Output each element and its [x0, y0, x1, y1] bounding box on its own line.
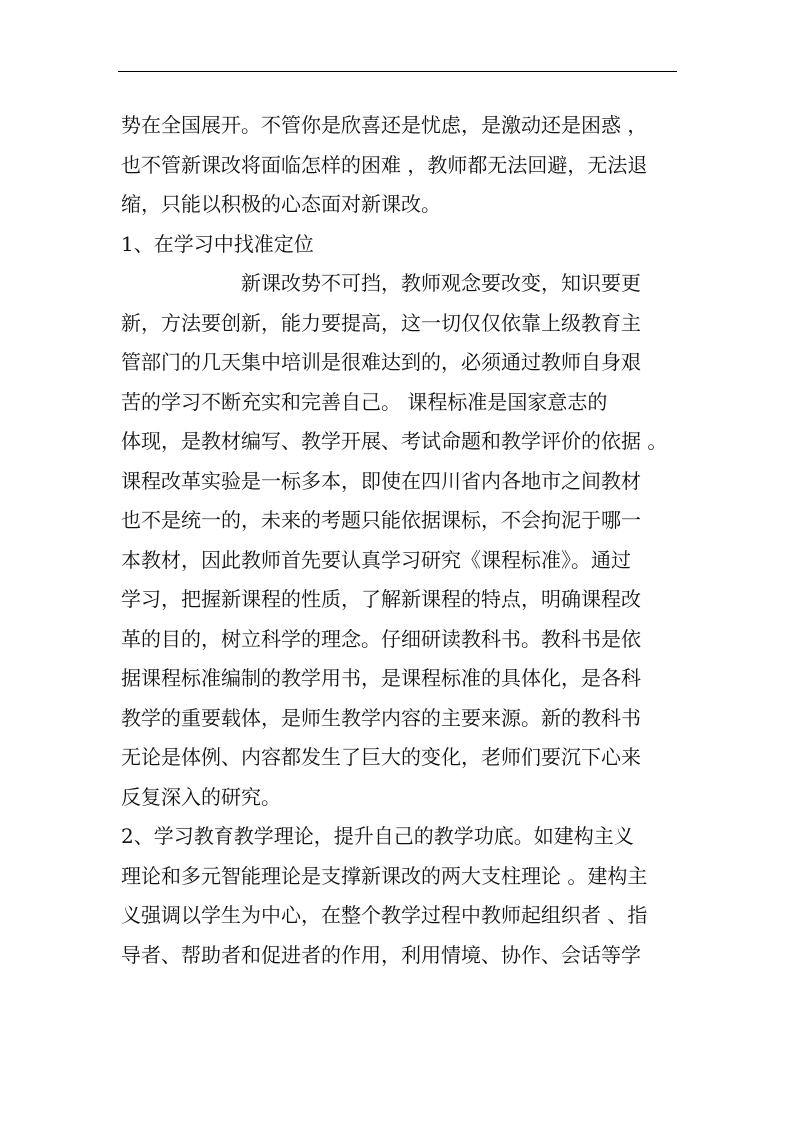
text-line: 理论和多元智能理论是支撑新课改的两大支柱理论 。建构主: [121, 863, 648, 888]
text-line: 缩，只能以积极的心态面对新课改。: [121, 192, 441, 216]
text-line: 义强调以学生为中心，在整个教学过程中教师起组织者 、指: [121, 903, 648, 927]
text-line: 导者、帮助者和促进者的作用，利用情境、协作、会话等学: [121, 942, 641, 967]
text-line: 势在全国展开。不管你是欣喜还是忧虑，是激动还是困惑 ，: [121, 113, 648, 137]
text-line: 也不是统一的，未来的考题只能依据课标，不会拘泥于哪一: [121, 508, 641, 532]
text-line: 无论是体例、内容都发生了巨大的变化，老师们要沉下心来: [121, 745, 641, 769]
text-line: 新，方法要创新，能力要提高，这一切仅仅依靠上级教育主: [121, 310, 641, 335]
section-heading-2: 2、学习教育教学理论，提升自己的教学功底。如建构主义: [121, 824, 634, 848]
text-line: 本教材，因此教师首先要认真学习研究《课程标准》。通过: [121, 547, 631, 572]
header-rule: [118, 71, 677, 72]
section-heading-1: 1、在学习中找准定位: [121, 231, 314, 256]
text-line: 课程改革实验是一标多本，即使在四川省内各地市之间教材: [121, 468, 641, 493]
text-line: 苦的学习不断充实和完善自己。 课程标准是国家意志的: [121, 389, 608, 414]
text-line: 反复深入的研究。: [121, 784, 281, 809]
text-line: 管部门的几天集中培训是很难达到的，必须通过教师自身艰: [121, 350, 641, 374]
text-line: 新课改势不可挡，教师观念要改变，知识要更: [241, 271, 641, 295]
text-line: 学习，把握新课程的性质，了解新课程的特点，明确课程改: [121, 587, 641, 611]
text-line: 教学的重要载体，是师生教学内容的主要来源。新的教科书: [121, 705, 641, 730]
text-line: 体现，是教材编写、教学开展、考试命题和教学评价的依据 。: [121, 429, 668, 453]
text-line: 也不管新课改将面临怎样的困难 ，教师都无法回避，无法退: [121, 152, 648, 177]
body-text: [121, 106, 681, 975]
text-line: 革的目的，树立科学的理念。仔细研读教科书。教科书是依: [121, 626, 641, 651]
text-line: 据课程标准编制的教学用书，是课程标准的具体化，是各科: [121, 666, 641, 690]
